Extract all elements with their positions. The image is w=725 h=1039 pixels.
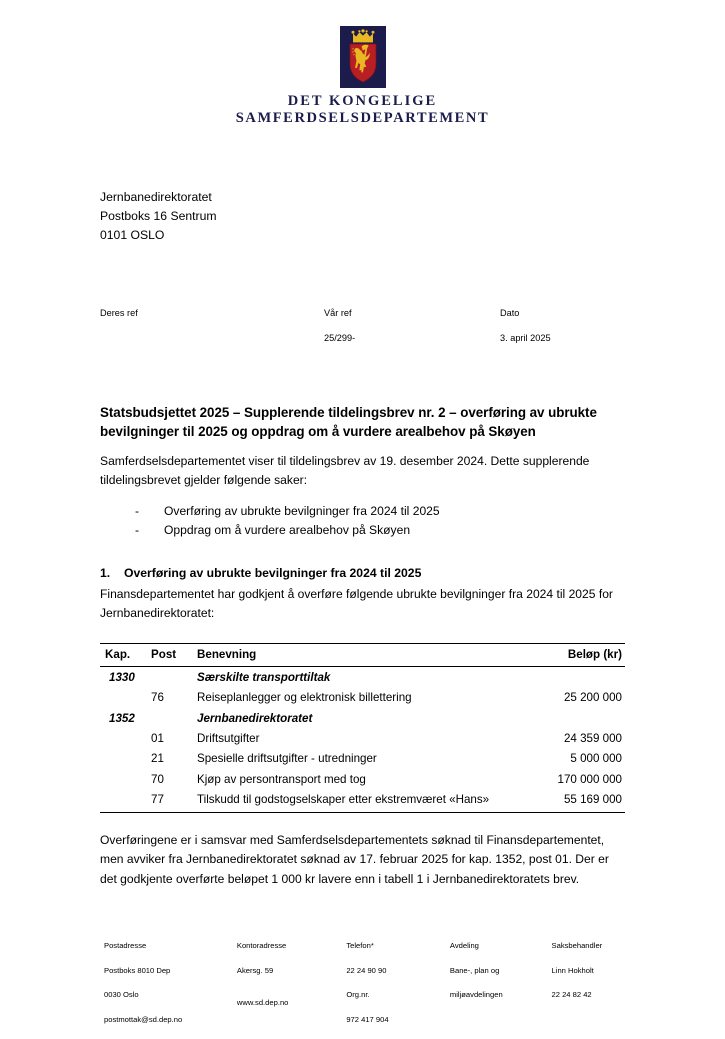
budget-table-head: [100, 643, 625, 666]
cell-benevning: Reiseplanlegger og elektronisk billettering: [197, 691, 412, 705]
cell-belop: [502, 667, 625, 688]
section-1-title: Overføring av ubrukte bevilgninger fra 2024 til 2025: [124, 566, 422, 581]
wordmark-line-2: SAMFERDSELSDEPARTEMENT: [235, 109, 490, 126]
dash-marker: -: [135, 523, 140, 538]
footer-column-telefon: [346, 928, 450, 1039]
cell-benevning: Kjøp av persontransport med tog: [197, 772, 366, 786]
table-row: [100, 749, 625, 769]
list-item: [100, 502, 625, 521]
cell-post: 70: [151, 772, 164, 786]
footer-line-1: Bane-, plan og: [449, 965, 500, 975]
cell-kap: [100, 749, 151, 769]
table-row: [100, 708, 625, 728]
footer-line-1: Akersg. 59: [236, 965, 274, 975]
cell-kap: [100, 769, 151, 789]
var-ref-value: 25/299-: [324, 332, 356, 343]
table-row: [100, 790, 625, 812]
cell-post: 21: [151, 752, 164, 766]
footer-label: Kontoradresse: [236, 941, 287, 951]
recipient-city: 0101 OSLO: [100, 227, 165, 242]
table-row: [100, 728, 625, 748]
var-ref-label: Vår ref: [324, 307, 352, 318]
footer-column-kontoradresse: [237, 928, 346, 1039]
footer-label: Avdeling: [449, 941, 479, 951]
cell-kap: [100, 688, 151, 708]
footer-label: Postadresse: [104, 941, 147, 951]
cell-benevning: Tilskudd til godstogselskaper etter ekstremværet «Hans»: [197, 793, 490, 807]
cell-kap: [100, 790, 151, 812]
dato-value: 3. april 2025: [500, 332, 551, 343]
recipient-po-box: Postboks 16 Sentrum: [100, 208, 217, 223]
column-header-belop: Beløp (kr): [502, 643, 625, 666]
footer-column-avdeling: [450, 928, 552, 1039]
dato-column: [500, 307, 551, 345]
footer-label: Saksbehandler: [551, 941, 603, 951]
table-row: [100, 769, 625, 789]
cell-kap: 1330: [109, 670, 135, 684]
deres-ref-label: Deres ref: [100, 307, 138, 318]
cell-benevning: Jernbanedirektoratet: [197, 711, 313, 725]
section-1-number: 1.: [100, 566, 111, 581]
table-row: [100, 667, 625, 688]
closing-paragraph: Overføringene er i samsvar med Samferdselsdepartementets søknad til Finansdepartementet, men avviker fra Jernbanedirektoratet søknad av 17. februar 2025 for kap. 1352, post 01. Der er det godkjente overførte beløpet 1 000 kr lavere enn i tabell 1 i Jernbanedirektoratets brev.: [100, 832, 609, 886]
document-title: Statsbudsjettet 2025 – Supplerende tildelingsbrev nr. 2 – overføring av ubrukte bevilgninger til 2025 og oppdrag om å vurdere arealbehov på Skøyen: [100, 404, 597, 440]
footer-website[interactable]: www.sd.dep.no: [236, 998, 289, 1008]
budget-table-body: [100, 667, 625, 812]
reference-row: [100, 307, 625, 351]
footer-orgnr-label: Org.nr.: [346, 990, 370, 1000]
cell-belop: 5 000 000: [570, 752, 622, 766]
page-footer: [104, 928, 659, 1039]
cell-kap: 1352: [109, 711, 135, 725]
deres-ref-column: [100, 307, 138, 332]
footer-caseworker-phone: 22 24 82 42: [551, 990, 592, 1000]
recipient-name: Jernbanedirektoratet: [100, 190, 212, 205]
var-ref-column: [324, 307, 355, 345]
list-item-label: Overføring av ubrukte bevilgninger fra 2024 til 2025: [164, 504, 440, 519]
footer-orgnr-value: 972 417 904: [346, 1015, 389, 1025]
table-header-row: [100, 643, 625, 666]
recipient-address-block: [100, 188, 625, 245]
footer-column-saksbehandler: [552, 928, 659, 1039]
cell-post: [151, 667, 197, 688]
intro-paragraph: Samferdselsdepartementet viser til tildelingsbrev av 19. desember 2024. Dette supplerende tildelingsbrevet gjelder følgende saker:: [100, 453, 590, 487]
list-item: [100, 521, 625, 540]
cell-kap: [100, 728, 151, 748]
wordmark-line-1: DET KONGELIGE: [287, 93, 438, 109]
footer-line-2: 0030 Oslo: [104, 990, 139, 1000]
cell-benevning: Særskilte transporttiltak: [197, 670, 331, 684]
cell-post: [151, 708, 197, 728]
section-1-heading: [100, 564, 625, 582]
ministry-wordmark: [236, 93, 490, 126]
norwegian-coat-of-arms-icon: [340, 26, 386, 88]
subject-list: [100, 502, 625, 540]
cell-belop: [502, 708, 625, 728]
footer-caseworker-name: Linn Hokholt: [551, 965, 594, 975]
dato-label: Dato: [500, 307, 520, 318]
footer-line-1: Postboks 8010 Dep: [104, 965, 171, 975]
cell-post: 76: [151, 691, 164, 705]
cell-belop: 24 359 000: [563, 731, 622, 745]
cell-post: 01: [151, 731, 164, 745]
footer-line-2: miljøavdelingen: [449, 990, 503, 1000]
dash-marker: -: [135, 504, 140, 519]
cell-belop: 55 169 000: [563, 793, 622, 807]
column-header-post: Post: [151, 643, 197, 666]
section-1-paragraph: Finansdepartementet har godkjent å overføre følgende ubrukte bevilgninger fra 2024 til 2025 for Jernbanedirektoratet:: [100, 586, 613, 620]
cell-belop: 25 200 000: [563, 691, 622, 705]
list-item-label: Oppdrag om å vurdere arealbehov på Skøyen: [164, 523, 411, 538]
letterhead: [100, 0, 625, 126]
table-row: [100, 688, 625, 708]
footer-label: Telefon*: [346, 941, 374, 951]
cell-benevning: Spesielle driftsutgifter - utredninger: [197, 752, 377, 766]
budget-table: [100, 643, 625, 813]
footer-column-postadresse: [104, 928, 237, 1039]
column-header-benevning: Benevning: [197, 643, 502, 666]
footer-email[interactable]: postmottak@sd.dep.no: [104, 1015, 183, 1025]
column-header-kap: Kap.: [100, 643, 151, 666]
footer-phone: 22 24 90 90: [346, 965, 387, 975]
cell-benevning: Driftsutgifter: [197, 731, 260, 745]
cell-post: 77: [151, 793, 164, 807]
cell-belop: 170 000 000: [557, 772, 622, 786]
